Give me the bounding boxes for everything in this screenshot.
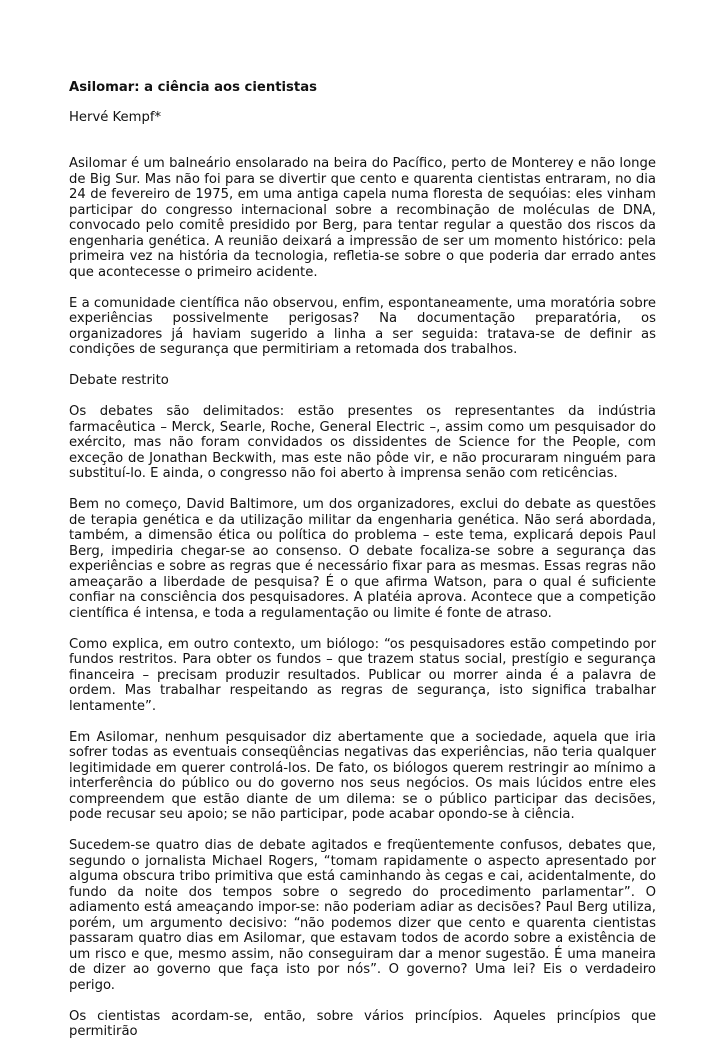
paragraph: Os debates são delimitados: estão presentes os representantes da indústria farmacêutica – Merck, Searle, Roche, General Electric –, assim como um pesquisador do exército, mas não foram convidados os dissidentes de Science for the People, com exceção de Jonathan Beckwith, mas este não pôde vir, e não procuraram ninguém para substituí-lo. E ainda, o congresso não foi aberto à imprensa senão com reticências. — [69, 404, 656, 481]
paragraph: Bem no começo, David Baltimore, um dos organizadores, exclui do debate as questões de terapia genética e da utilização militar da engenharia genética. Não será abordada, também, a dimensão ética ou política do problema – este tema, explicará depois Paul Berg, impediria chegar-se ao consenso. O debate focaliza-se sobre a segurança das experiências e sobre as regras que é necessário fixar para as mesmas. Essas regras não ameaçarão a liberdade de pesquisa? É o que afirma Watson, para o qual é suficiente confiar na consciência dos pesquisadores. A platéia aprova. Acontece que a competição científica é intensa, e toda a regulamentação ou limite é fonte de atraso. — [69, 497, 656, 621]
document-title: Asilomar: a ciência aos cientistas — [69, 80, 317, 95]
document-author: Hervé Kempf* — [69, 109, 162, 125]
paragraph: E a comunidade científica não observou, enfim, espontaneamente, uma moratória sobre experiências possivelmente perigosas? Na documentação preparatória, os organizadores já haviam sugerido a linha a ser seguida: tratava-se de definir as condições de segurança que permitiriam a retomada dos trabalhos. — [69, 295, 656, 357]
paragraph: Em Asilomar, nenhum pesquisador diz abertamente que a sociedade, aquela que iria sofrer todas as eventuais conseqüências negativas das experiências, não teria qualquer legitimidade em querer controlá-los. De fato, os biólogos querem restringir ao mínimo a interferência do público ou do governo nos seus negócios. Os mais lúcidos entre eles compreendem que estão diante de um dilema: se o público participar das decisões, pode recusar seu apoio; se não participar, pode acabar opondo-se à ciência. — [69, 729, 656, 822]
section-subheading: Debate restrito — [69, 373, 169, 388]
document-page — [69, 80, 656, 1055]
paragraph: Sucedem-se quatro dias de debate agitados e freqüentemente confusos, debates que, segundo o jornalista Michael Rogers, “tomam rapidamente o aspecto apresentado por alguma obscura tribo primitiva que está caminhando às cegas e cai, acidentalmente, do fundo da noite dos tempos sobre o segredo do procedimento parlamentar”. O adiamento está ameaçando impor-se: não poderiam adiar as decisões? Paul Berg utiliza, porém, um argumento decisivo: “não podemos dizer que cento e quarenta cientistas passaram quatro dias em Asilomar, que estavam todos de acordo sobre a existência de um risco e que, mesmo assim, não conseguiram dar a menor sugestão. É uma maneira de dizer ao governo que faça isto por nós”. O governo? Uma lei? Eis o verdadeiro perigo. — [69, 838, 656, 993]
paragraph: Asilomar é um balneário ensolarado na beira do Pacífico, perto de Monterey e não longe de Big Sur. Mas não foi para se divertir que cento e quarenta cientistas entraram, no dia 24 de fevereiro de 1975, em uma antiga capela numa floresta de sequóias: eles vinham participar do congresso internacional sobre a recombinação de moléculas de DNA, convocado pelo comitê presidido por Berg, para tentar regular a questão dos riscos da engenharia genética. A reunião deixará a impressão de ser um momento histórico: pela primeira vez na história da tecnologia, refletia-se sobre o que poderia dar errado antes que acontecesse o primeiro acidente. — [69, 156, 656, 280]
paragraph: Como explica, em outro contexto, um biólogo: “os pesquisadores estão competindo por fundos restritos. Para obter os fundos – que trazem status social, prestígio e segurança financeira – precisam produzir resultados. Publicar ou morrer ainda é a palavra de ordem. Mas trabalhar respeitando as regras de segurança, isto significa trabalhar lentamente”. — [69, 636, 656, 714]
paragraph: Os cientistas acordam-se, então, sobre vários princípios. Aqueles princípios que permitirão — [69, 1008, 656, 1039]
